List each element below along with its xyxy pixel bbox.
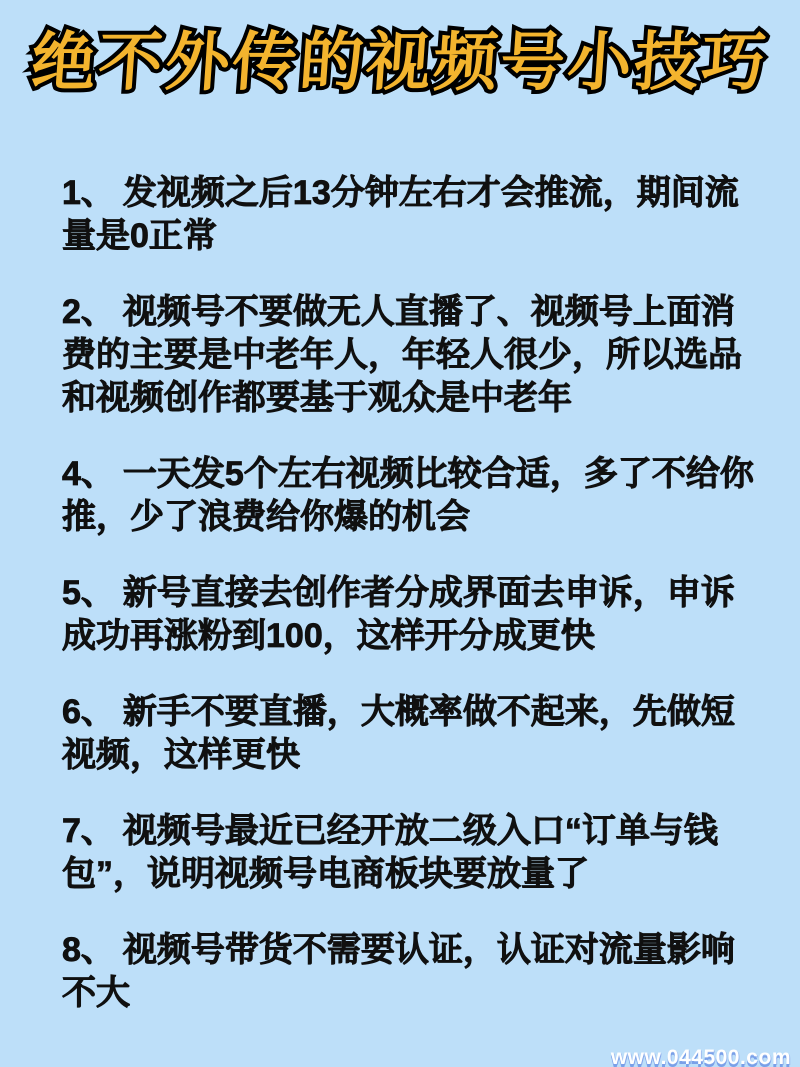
tip-item-4 <box>62 453 764 539</box>
tip-text: 新号直接去创作者分成界面去申诉，申诉成功再涨粉到100，这样开分成更快 <box>62 574 735 655</box>
tip-text: 新手不要直播，大概率做不起来，先做短视频，这样更快 <box>62 693 735 774</box>
tip-number: 4、 <box>62 455 115 493</box>
tip-number: 5、 <box>62 574 115 612</box>
tip-text: 视频号不要做无人直播了、视频号上面消费的主要是中老年人，年轻人很少，所以选品和视频创作都要基于观众是中老年 <box>62 293 742 417</box>
tip-item-1 <box>62 172 764 258</box>
tip-item-2 <box>62 291 764 420</box>
tip-text: 发视频之后13分钟左右才会推流，期间流量是0正常 <box>62 174 739 255</box>
tips-list <box>62 172 764 1048</box>
site-watermark: www.044500.com <box>610 1046 791 1067</box>
page-title: 绝不外传的视频号小技巧 <box>28 26 772 98</box>
tip-text: 视频号带货不需要认证，认证对流量影响不大 <box>62 931 735 1012</box>
tip-text: 一天发5个左右视频比较合适，多了不给你推，少了浪费给你爆的机会 <box>62 455 754 536</box>
tip-item-8 <box>62 929 764 1015</box>
tip-number: 7、 <box>62 812 115 850</box>
tip-number: 6、 <box>62 693 115 731</box>
tip-number: 1、 <box>62 174 115 212</box>
tip-number: 2、 <box>62 293 115 331</box>
tip-number: 8、 <box>62 931 115 969</box>
tip-item-7 <box>62 810 764 896</box>
tip-item-6 <box>62 691 764 777</box>
tip-text: 视频号最近已经开放二级入口“订单与钱包”，说明视频号电商板块要放量了 <box>62 812 718 893</box>
tip-item-5 <box>62 572 764 658</box>
